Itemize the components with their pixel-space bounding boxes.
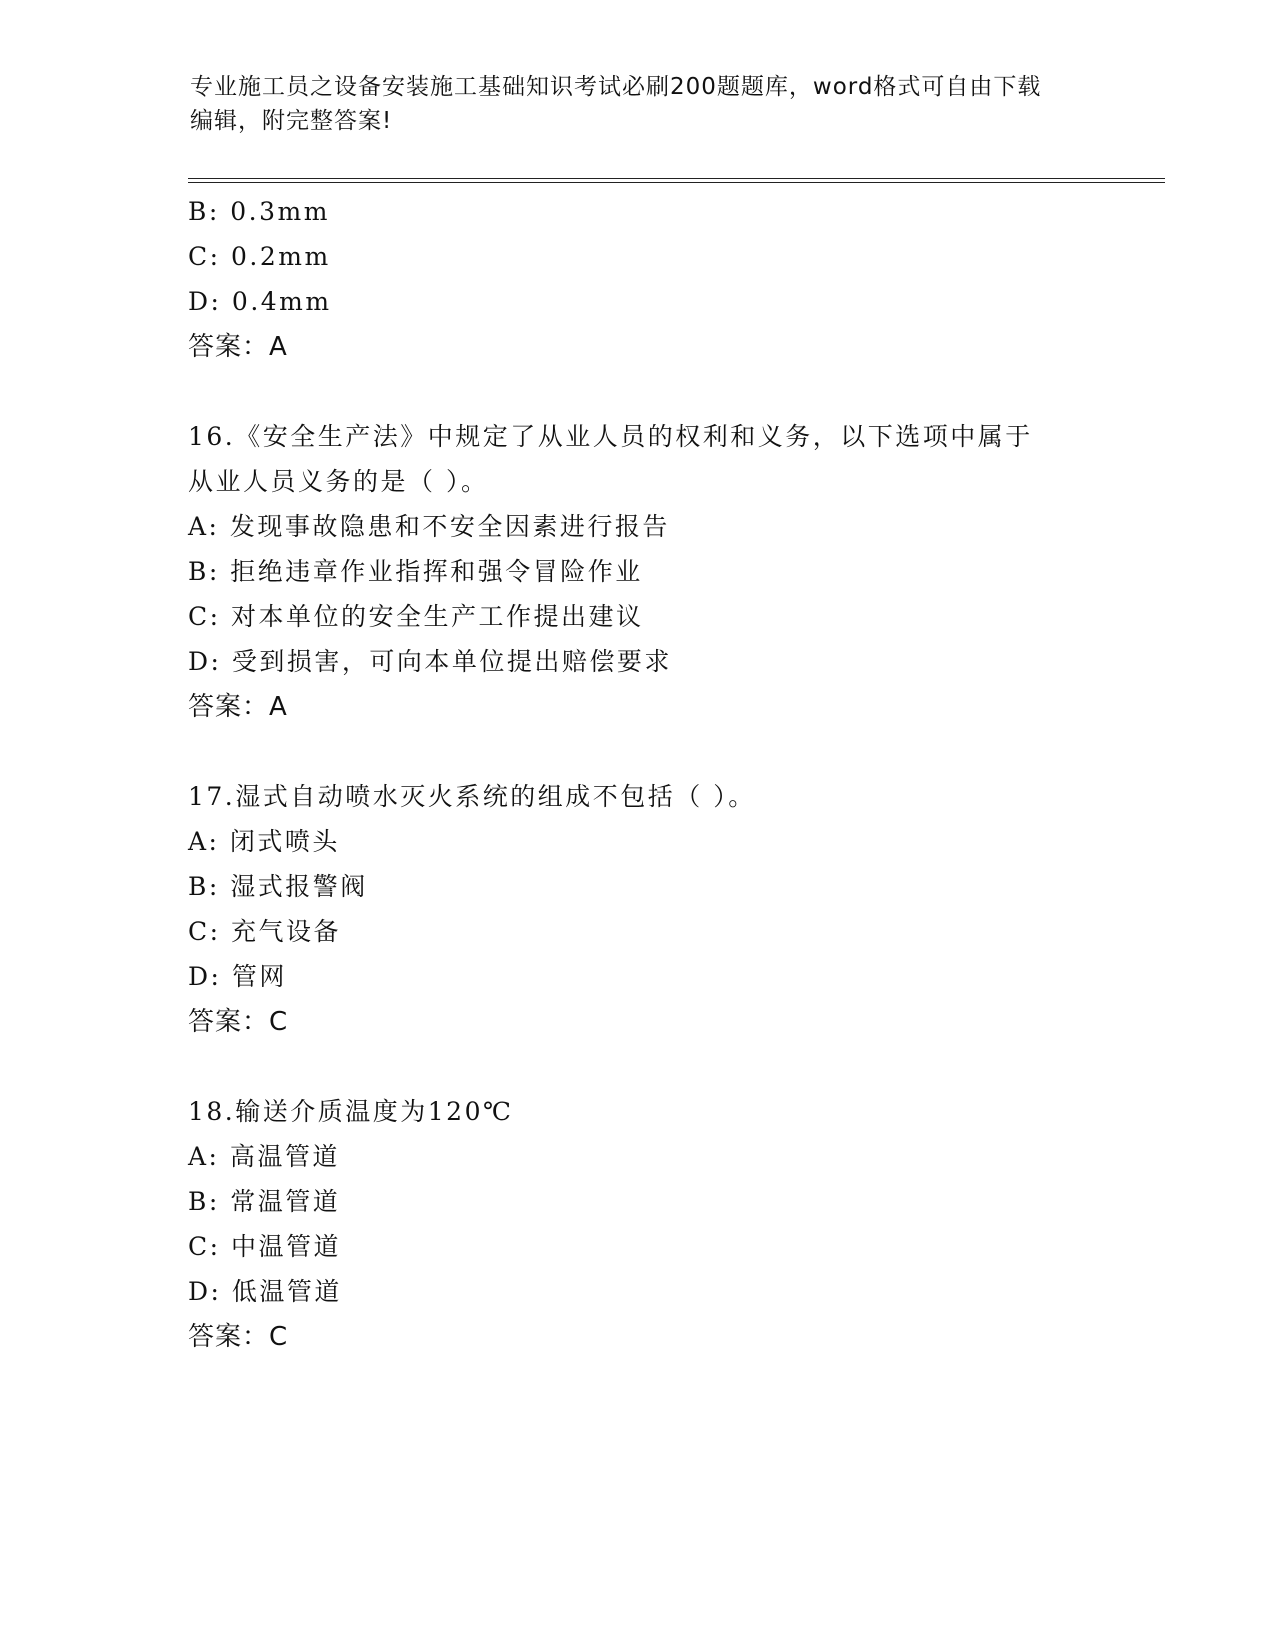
question-16-answer: 答案：A — [188, 692, 288, 722]
option-c: C: 0.2mm — [188, 242, 331, 271]
question-18-option-a: A: 高温管道 — [188, 1142, 340, 1171]
header-line-1: 专业施工员之设备安装施工基础知识考试必刷200题题库，word格式可自由下载 — [190, 74, 1042, 100]
answer-label: 答案：A — [188, 332, 288, 362]
document-header — [190, 70, 1090, 138]
question-18-stem: 18.输送介质温度为120℃ — [188, 1097, 514, 1126]
option-b: B: 0.3mm — [188, 197, 330, 226]
question-18-answer: 答案：C — [188, 1322, 289, 1352]
question-16-option-b: B: 拒绝违章作业指挥和强令冒险作业 — [188, 557, 643, 586]
question-16-option-c: C: 对本单位的安全生产工作提出建议 — [188, 602, 644, 631]
question-18-option-c: C: 中温管道 — [188, 1232, 341, 1261]
question-18-option-d: D: 低温管道 — [188, 1277, 342, 1306]
question-16-stem-line-2: 从业人员义务的是（ ）。 — [188, 467, 489, 496]
header-line-2: 编辑，附完整答案! — [190, 108, 393, 134]
question-16-option-a: A: 发现事故隐患和不安全因素进行报告 — [188, 512, 670, 541]
question-17-option-b: B: 湿式报警阀 — [188, 872, 368, 901]
question-17-option-c: C: 充气设备 — [188, 917, 341, 946]
option-d: D: 0.4mm — [188, 287, 332, 316]
question-16-stem-line-1: 16.《安全生产法》中规定了从业人员的权利和义务，以下选项中属于 — [188, 422, 1033, 451]
header-divider-top — [188, 178, 1165, 179]
question-18-option-b: B: 常温管道 — [188, 1187, 341, 1216]
question-16-option-d: D: 受到损害，可向本单位提出赔偿要求 — [188, 647, 672, 676]
header-divider-bottom — [188, 182, 1165, 183]
question-17-stem: 17.湿式自动喷水灭火系统的组成不包括（ ）。 — [188, 782, 756, 811]
question-17-option-d: D: 管网 — [188, 962, 287, 991]
question-17-option-a: A: 闭式喷头 — [188, 827, 340, 856]
question-17-answer: 答案：C — [188, 1007, 289, 1037]
